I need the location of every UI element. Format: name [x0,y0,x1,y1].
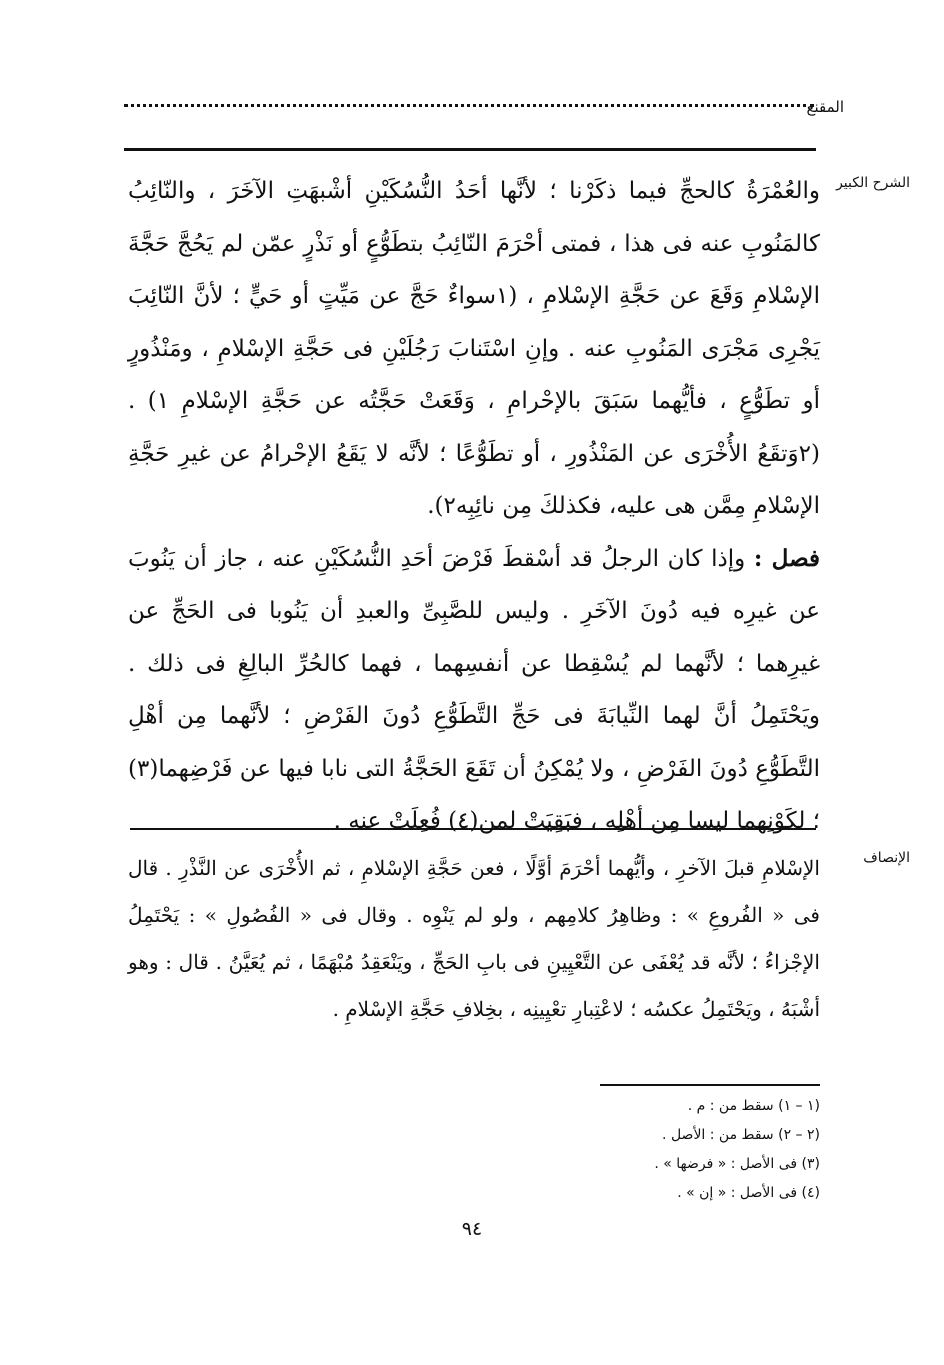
fasl-text: وإذا كان الرجلُ قد أسْقطَ فَرْضَ أحَدِ النُّسُكَيْنِ عنه ، جاز أن يَنُوبَ عن غيرِه فيه دُونَ الآخَرِ . وليس للصَّبِىِّ والعبدِ أن يَنُوبا فى الحَجِّ عن غيرِهما ؛ لأنَّهما لم يُسْقِطا عن أنفسِهما ، فهما كالحُرِّ البالِغِ فى ذلك . ويَحْتَمِلُ أنَّ لهما النِّيابَةَ فى حَجِّ التَّطَوُّعِ دُونَ الفَرْضِ ؛ لأنَّهما مِن أهْلِ التَّطَوُّعِ دُونَ الفَرْضِ ، ولا يُمْكِنُ أن تَقَعَ الحَجَّةُ التى نابا فيها عن فَرْضِهما(٣) ؛ لكَوْنِهما ليسا مِن أهْلِه ، فبَقِيَتْ لمن(٤) فُعِلَتْ عنه . [128,545,820,834]
sharh-paragraph-1: والعُمْرَةُ كالحجِّ فيما ذكَرْنا ؛ لأنَّها أحَدُ النُّسُكَيْنِ أشْبهَتِ الآخَرَ ، والنّائِبُ كالمَنُوبِ عنه فى هذا ، فمتى أحْرَمَ النّائِبُ بتطَوُّعٍ أو نَذْرٍ عمّن لم يَحُجَّ حَجَّةَ الإسْلامِ وَقَعَ عن حَجَّةِ الإسْلامِ ، (١سواءٌ حَجَّ عن مَيِّتٍ أو حَيٍّ ؛ لأنَّ النّائِبَ يَجْرِى مَجْرَى المَنُوبِ عنه . وإنِ اسْتَنابَ رَجُلَيْنِ فى حَجَّةِ الإسْلامِ ، ومَنْذُورٍ أو تطَوُّعٍ ، فأيُّهما سَبَقَ بالإحْرامِ ، وَقَعَتْ حَجَّتُه عن حَجَّةِ الإسْلامِ ١) . (٢وَتقَعُ الأُخْرَى عن المَنْذُورِ ، أو تطَوُّعًا ؛ لأنَّه لا يَقَعُ الإحْرامُ عن غيرِ حَجَّةِ الإسْلامِ مِمَّن هى عليه، فكذلكَ مِن نائِبِه٢). [128,178,821,519]
running-header-title: المقنع [806,98,844,116]
footnotes-list [420,1092,820,1208]
footnote-item: (٣) فى الأصل : « فرضها » . [654,1156,820,1172]
insaf-section-label: الإنصاف [863,850,910,866]
header-rule [124,148,816,151]
footnote-item: (٢ – ٢) سقط من : الأصل . [662,1127,820,1143]
fasl-paragraph [128,533,820,848]
sharh-section-label: الشرح الكبير [836,175,910,191]
fasl-heading: فصل : [753,544,821,572]
insaf-text-block [128,845,820,1033]
footnote-item: (١ – ١) سقط من : م . [687,1098,820,1114]
section-divider-rule [130,828,816,830]
footnote-item: (٤) فى الأصل : « إن » . [677,1185,820,1201]
footnote-rule [600,1084,820,1086]
insaf-paragraph: الإسْلامِ قبلَ الآخرِ ، وأيُّهما أحْرَمَ أوَّلًا ، فعن حَجَّةِ الإسْلامِ ، ثم الأُخْرَى عن النَّذْرِ . قال فى « الفُروعِ » : وظاهِرُ كلامِهم ، ولو لم يَنْوِه . وقال فى « الفُصُولِ » : يَحْتَمِلُ الإجْزاءُ ؛ لأنَّه قد يُعْفَى عن التَّعْيِينِ فى بابِ الحَجِّ ، ويَنْعَقِدُ مُبْهَمًا ، ثم يُعَيَّنُ . قال : وهو أشْبَهُ ، ويَحْتَمِلُ عكسُه ؛ لاعْتِبارِ تعْيِينِه ، بخِلافِ حَجَّةِ الإسْلامِ . [128,856,820,1021]
header-dotted-leader [124,104,814,107]
sharh-text-block [128,165,820,848]
page-number: ٩٤ [461,1218,483,1240]
